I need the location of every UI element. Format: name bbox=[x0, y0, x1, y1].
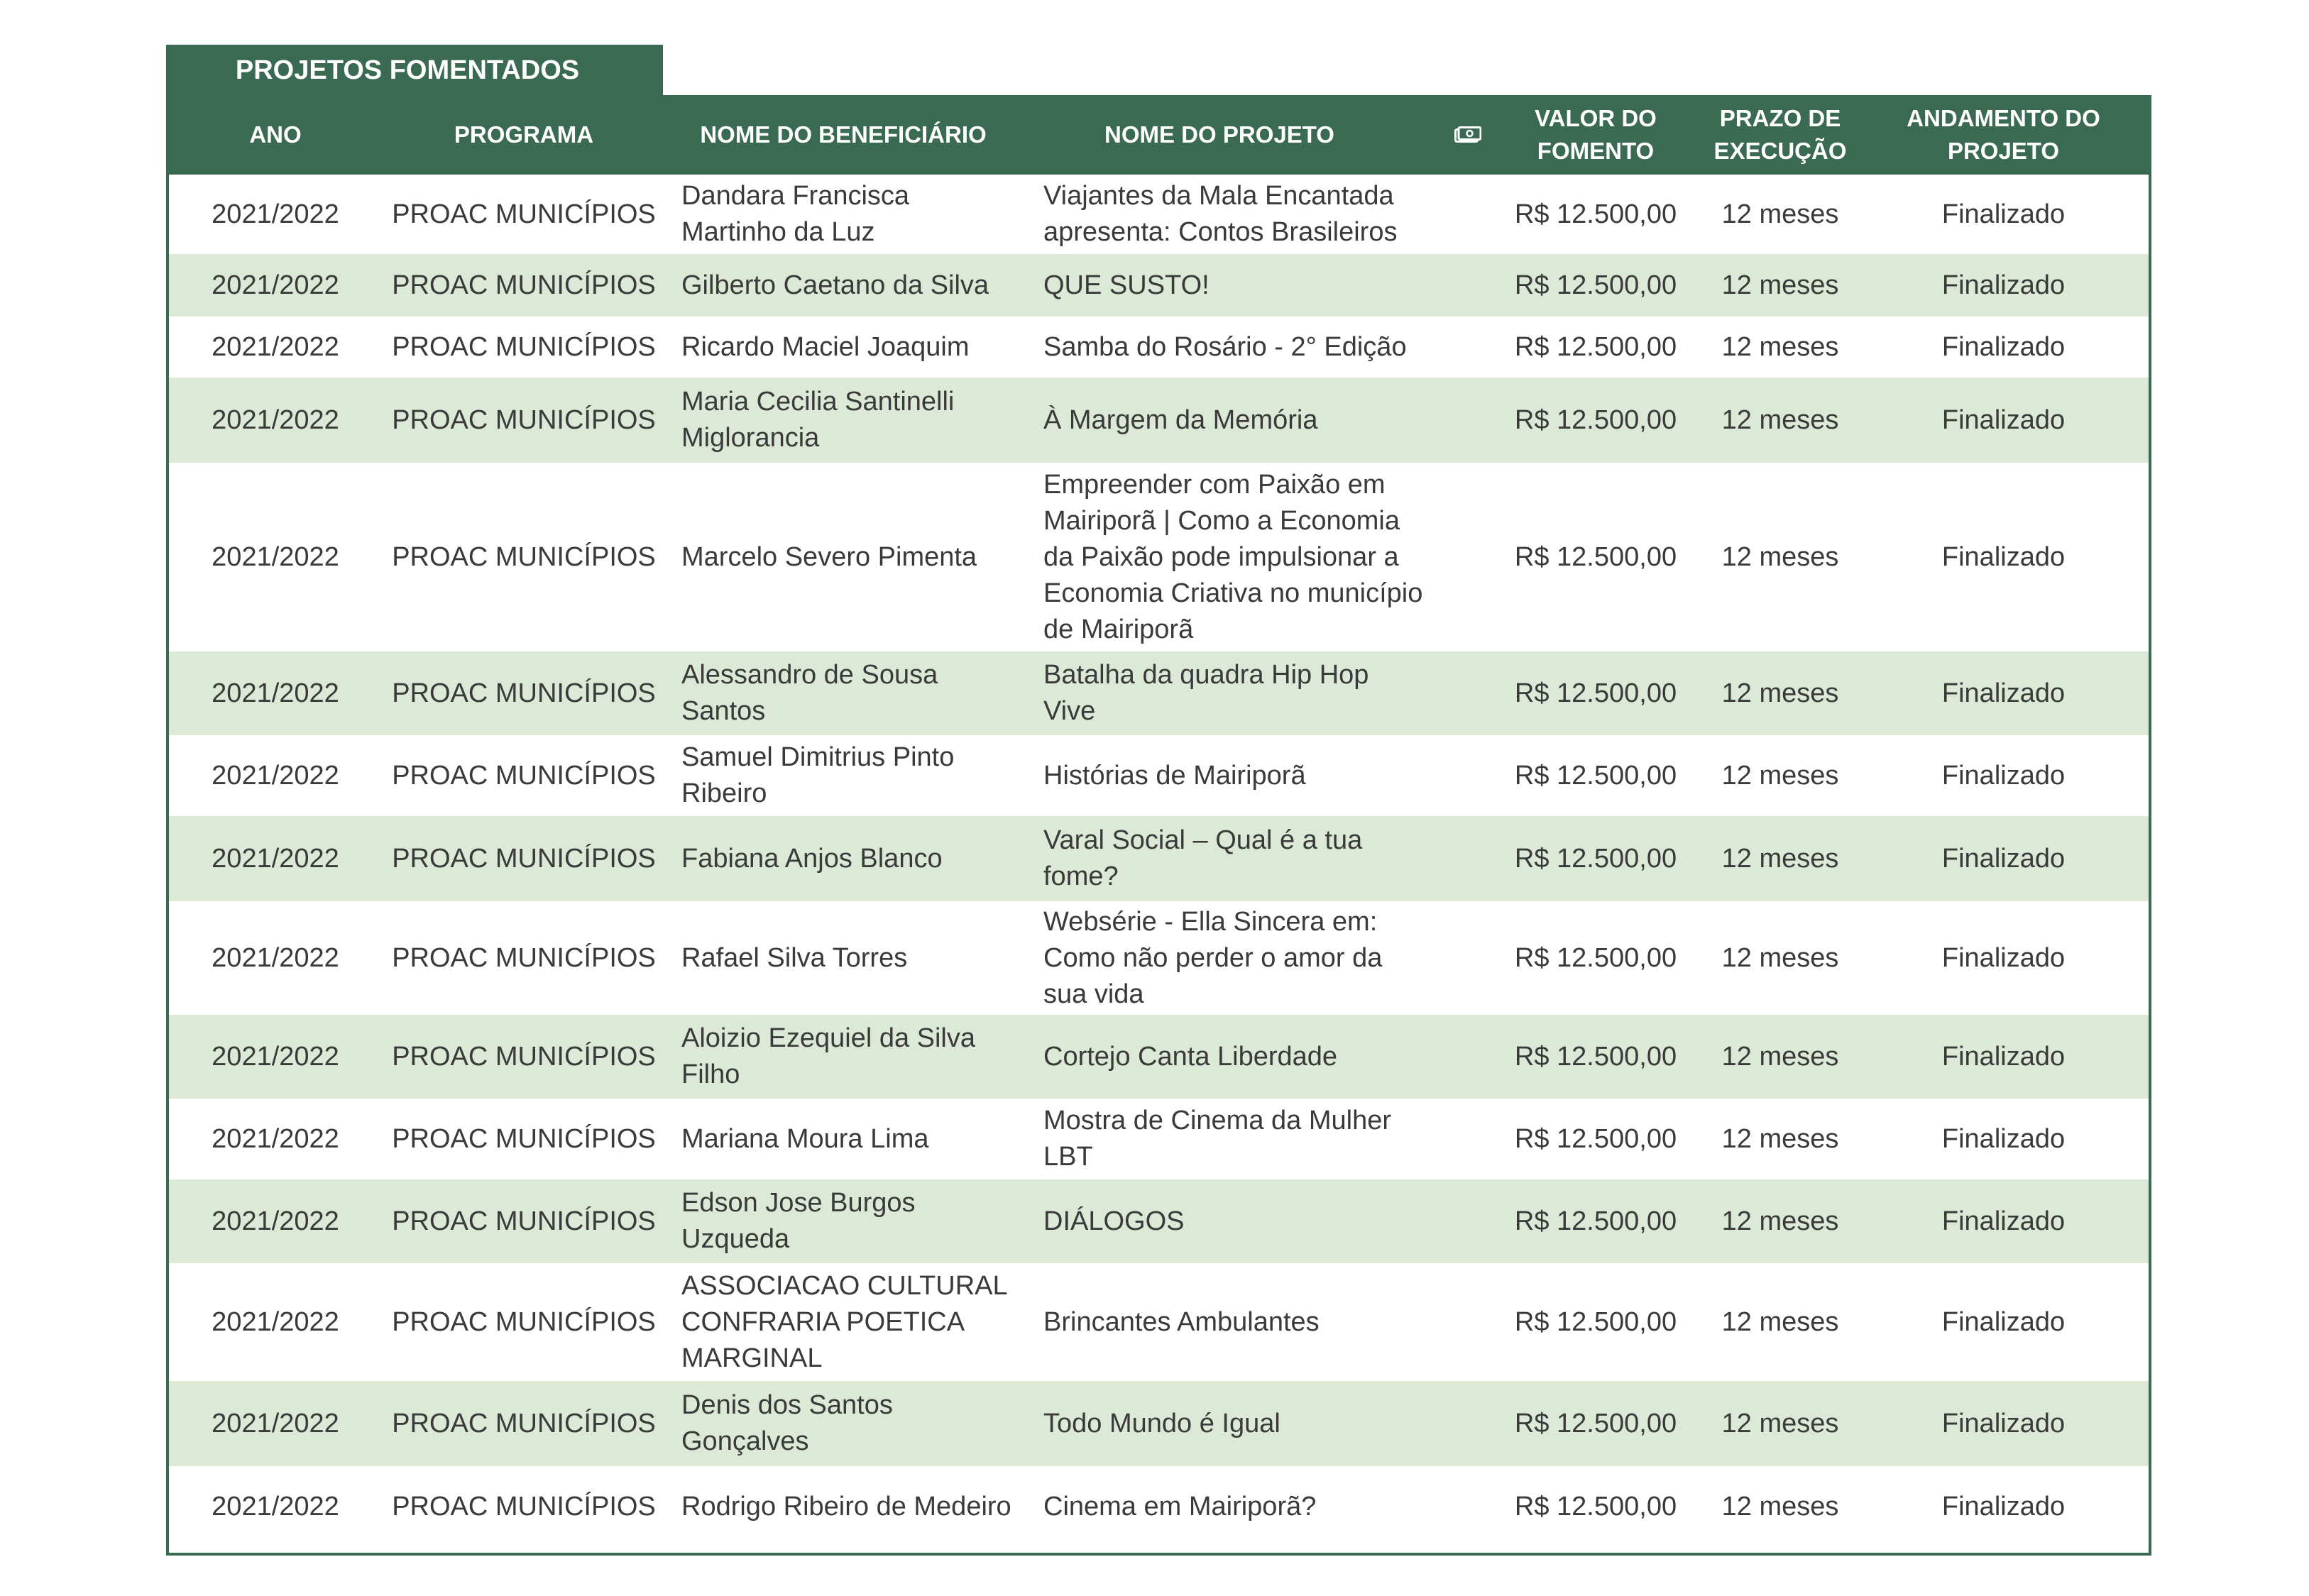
header-projeto: NOME DO PROJETO bbox=[1104, 121, 1334, 148]
cell-prazo: 12 meses bbox=[1721, 678, 1839, 708]
header-andamento-label: ANDAMENTO DO PROJETO bbox=[1907, 105, 2100, 164]
cell-ano: 2021/2022 bbox=[212, 541, 339, 572]
cell-programa: PROAC MUNICÍPIOS bbox=[392, 1041, 656, 1072]
table-row bbox=[169, 254, 2149, 317]
cell-projeto: À Margem da Memória bbox=[1043, 404, 1318, 435]
table-header bbox=[169, 95, 2149, 175]
cell-programa: PROAC MUNICÍPIOS bbox=[392, 1306, 656, 1337]
header-beneficiario: NOME DO BENEFICIÁRIO bbox=[700, 121, 987, 148]
cell-ano: 2021/2022 bbox=[212, 760, 339, 791]
cell-valor: R$ 12.500,00 bbox=[1514, 942, 1677, 973]
cell-valor: R$ 12.500,00 bbox=[1514, 404, 1677, 435]
table-row bbox=[169, 735, 2149, 816]
table-row bbox=[169, 463, 2149, 651]
cell-prazo: 12 meses bbox=[1721, 1041, 1839, 1072]
cell-ano: 2021/2022 bbox=[212, 1041, 339, 1072]
cell-andamento: Finalizado bbox=[1941, 678, 2066, 708]
cell-projeto: Empreender com Paixão em Mairiporã | Como a Economia da Paixão pode impulsionar a Economia Criativa no município de Mairiporã bbox=[1043, 469, 1423, 644]
cell-beneficiario: Samuel Dimitrius Pinto Ribeiro bbox=[681, 742, 955, 808]
cell-beneficiario: Rodrigo Ribeiro de Medeiro bbox=[681, 1491, 1011, 1521]
cell-projeto: Samba do Rosário - 2° Edição bbox=[1043, 331, 1407, 362]
cell-beneficiario: Ricardo Maciel Joaquim bbox=[681, 331, 970, 362]
cell-programa: PROAC MUNICÍPIOS bbox=[392, 678, 656, 708]
cell-prazo: 12 meses bbox=[1721, 1408, 1839, 1438]
cell-prazo: 12 meses bbox=[1721, 1306, 1839, 1337]
table-row bbox=[169, 1263, 2149, 1381]
cell-programa: PROAC MUNICÍPIOS bbox=[392, 843, 656, 874]
cell-valor: R$ 12.500,00 bbox=[1514, 1206, 1677, 1236]
cell-andamento: Finalizado bbox=[1941, 404, 2066, 435]
cell-valor: R$ 12.500,00 bbox=[1514, 541, 1677, 572]
cell-ano: 2021/2022 bbox=[212, 331, 339, 362]
cell-projeto: Brincantes Ambulantes bbox=[1043, 1306, 1320, 1337]
cell-prazo: 12 meses bbox=[1721, 541, 1839, 572]
header-prazo bbox=[1702, 95, 1858, 175]
table-row bbox=[169, 1015, 2149, 1099]
cell-ano: 2021/2022 bbox=[212, 270, 339, 300]
cell-ano: 2021/2022 bbox=[212, 843, 339, 874]
cell-ano: 2021/2022 bbox=[212, 199, 339, 229]
table-row bbox=[169, 378, 2149, 463]
cell-prazo: 12 meses bbox=[1721, 270, 1839, 300]
cell-andamento: Finalizado bbox=[1941, 1306, 2066, 1337]
cell-ano: 2021/2022 bbox=[212, 1408, 339, 1438]
cell-programa: PROAC MUNICÍPIOS bbox=[392, 1206, 656, 1236]
header-valor-label: VALOR DO FOMENTO bbox=[1535, 105, 1657, 164]
cell-beneficiario: Gilberto Caetano da Silva bbox=[681, 270, 989, 300]
header-ano: ANO bbox=[249, 121, 302, 148]
cell-prazo: 12 meses bbox=[1721, 404, 1839, 435]
cell-programa: PROAC MUNICÍPIOS bbox=[392, 942, 656, 973]
cell-andamento: Finalizado bbox=[1941, 843, 2066, 874]
cell-valor: R$ 12.500,00 bbox=[1514, 1491, 1677, 1521]
cell-valor: R$ 12.500,00 bbox=[1514, 1408, 1677, 1438]
cell-programa: PROAC MUNICÍPIOS bbox=[392, 270, 656, 300]
cell-projeto: Histórias de Mairiporã bbox=[1043, 760, 1306, 791]
cell-projeto: Viajantes da Mala Encantada apresenta: Contos Brasileiros bbox=[1043, 181, 1398, 247]
cell-prazo: 12 meses bbox=[1721, 760, 1839, 791]
header-programa: PROGRAMA bbox=[454, 121, 594, 148]
table-row bbox=[169, 175, 2149, 254]
cell-ano: 2021/2022 bbox=[212, 1306, 339, 1337]
cell-programa: PROAC MUNICÍPIOS bbox=[392, 199, 656, 229]
cell-andamento: Finalizado bbox=[1941, 1408, 2066, 1438]
table-row bbox=[169, 317, 2149, 378]
cell-programa: PROAC MUNICÍPIOS bbox=[392, 404, 656, 435]
cell-valor: R$ 12.500,00 bbox=[1514, 331, 1677, 362]
cell-ano: 2021/2022 bbox=[212, 1491, 339, 1521]
cell-valor: R$ 12.500,00 bbox=[1514, 678, 1677, 708]
cell-projeto: Cortejo Canta Liberdade bbox=[1043, 1041, 1338, 1072]
cell-andamento: Finalizado bbox=[1941, 331, 2066, 362]
cell-valor: R$ 12.500,00 bbox=[1514, 1123, 1677, 1154]
cell-valor: R$ 12.500,00 bbox=[1514, 199, 1677, 229]
cell-projeto: QUE SUSTO! bbox=[1043, 270, 1210, 300]
cell-beneficiario: Alessandro de Sousa Santos bbox=[681, 660, 938, 726]
cell-valor: R$ 12.500,00 bbox=[1514, 843, 1677, 874]
header-andamento bbox=[1858, 95, 2149, 175]
table-row bbox=[169, 816, 2149, 901]
cell-beneficiario: ASSOCIACAO CULTURAL CONFRARIA POETICA MARGINAL bbox=[681, 1270, 1007, 1373]
cell-beneficiario: Dandara Francisca Martinho da Luz bbox=[681, 181, 910, 247]
table-row bbox=[169, 651, 2149, 735]
cell-beneficiario: Denis dos Santos Gonçalves bbox=[681, 1390, 893, 1456]
table-row bbox=[169, 1466, 2149, 1547]
cell-prazo: 12 meses bbox=[1721, 331, 1839, 362]
cell-ano: 2021/2022 bbox=[212, 404, 339, 435]
projects-table bbox=[166, 95, 2151, 1556]
cell-andamento: Finalizado bbox=[1941, 270, 2066, 300]
cell-ano: 2021/2022 bbox=[212, 1206, 339, 1236]
cell-prazo: 12 meses bbox=[1721, 1206, 1839, 1236]
money-icon bbox=[1447, 95, 1489, 175]
header-prazo-label: PRAZO DE EXECUÇÃO bbox=[1713, 105, 1847, 164]
cell-projeto: Cinema em Mairiporã? bbox=[1043, 1491, 1317, 1521]
cell-beneficiario: Rafael Silva Torres bbox=[681, 942, 908, 973]
cell-prazo: 12 meses bbox=[1721, 843, 1839, 874]
cell-beneficiario: Edson Jose Burgos Uzqueda bbox=[681, 1188, 916, 1254]
cell-projeto: Todo Mundo é Igual bbox=[1043, 1408, 1280, 1438]
cell-projeto: DIÁLOGOS bbox=[1043, 1206, 1185, 1236]
cell-projeto: Varal Social – Qual é a tua fome? bbox=[1043, 825, 1363, 891]
cell-valor: R$ 12.500,00 bbox=[1514, 1041, 1677, 1072]
cell-andamento: Finalizado bbox=[1941, 1491, 2066, 1521]
cell-projeto: Websérie - Ella Sincera em: Como não perder o amor da sua vida bbox=[1043, 906, 1383, 1009]
cell-andamento: Finalizado bbox=[1941, 199, 2066, 229]
cell-andamento: Finalizado bbox=[1941, 1041, 2066, 1072]
cell-ano: 2021/2022 bbox=[212, 942, 339, 973]
table-title: PROJETOS FOMENTADOS bbox=[166, 45, 663, 96]
cell-beneficiario: Fabiana Anjos Blanco bbox=[681, 843, 943, 874]
cell-projeto: Mostra de Cinema da Mulher LBT bbox=[1043, 1106, 1391, 1172]
cell-ano: 2021/2022 bbox=[212, 1123, 339, 1154]
cell-andamento: Finalizado bbox=[1941, 1123, 2066, 1154]
cell-beneficiario: Marcelo Severo Pimenta bbox=[681, 541, 977, 572]
cell-ano: 2021/2022 bbox=[212, 678, 339, 708]
cell-prazo: 12 meses bbox=[1721, 199, 1839, 229]
cell-prazo: 12 meses bbox=[1721, 942, 1839, 973]
cell-andamento: Finalizado bbox=[1941, 942, 2066, 973]
cell-andamento: Finalizado bbox=[1941, 760, 2066, 791]
cell-beneficiario: Mariana Moura Lima bbox=[681, 1123, 929, 1154]
cell-beneficiario: Maria Cecilia Santinelli Miglorancia bbox=[681, 387, 955, 453]
cell-programa: PROAC MUNICÍPIOS bbox=[392, 1123, 656, 1154]
table-row bbox=[169, 901, 2149, 1015]
cell-valor: R$ 12.500,00 bbox=[1514, 760, 1677, 791]
cell-programa: PROAC MUNICÍPIOS bbox=[392, 760, 656, 791]
cell-programa: PROAC MUNICÍPIOS bbox=[392, 331, 656, 362]
cell-programa: PROAC MUNICÍPIOS bbox=[392, 541, 656, 572]
table-row bbox=[169, 1381, 2149, 1466]
cell-valor: R$ 12.500,00 bbox=[1514, 1306, 1677, 1337]
cell-beneficiario: Aloizio Ezequiel da Silva Filho bbox=[681, 1023, 976, 1089]
table-row bbox=[169, 1179, 2149, 1263]
cell-valor: R$ 12.500,00 bbox=[1514, 270, 1677, 300]
cell-prazo: 12 meses bbox=[1721, 1491, 1839, 1521]
cell-prazo: 12 meses bbox=[1721, 1123, 1839, 1154]
header-valor bbox=[1489, 95, 1702, 175]
cell-andamento: Finalizado bbox=[1941, 541, 2066, 572]
cell-programa: PROAC MUNICÍPIOS bbox=[392, 1491, 656, 1521]
cell-programa: PROAC MUNICÍPIOS bbox=[392, 1408, 656, 1438]
table-row bbox=[169, 1099, 2149, 1179]
cell-projeto: Batalha da quadra Hip Hop Vive bbox=[1043, 660, 1369, 726]
cell-andamento: Finalizado bbox=[1941, 1206, 2066, 1236]
